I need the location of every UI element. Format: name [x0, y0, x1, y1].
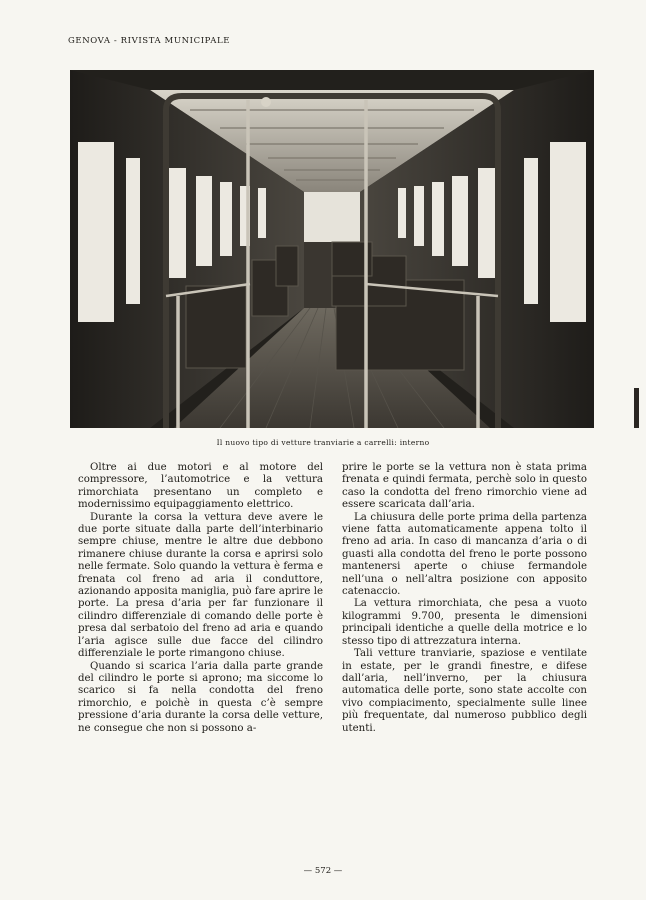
- paragraph: La vettura rimorchiata, che pesa a vuoto kilogrammi 9.700, presenta le dimensioni principali identiche a quelle della motrice e lo stesso tipo di attrezzatura interna.: [342, 598, 587, 647]
- paragraph-continuation: prire le porte se la vettura non è stata prima frenata e quindi fermata, perchè solo in questo caso la condotta del freno rimorchio viene ad essere scaricata dall’aria.: [342, 462, 587, 511]
- paragraph: Durante la corsa la vettura deve avere le due porte situate dalla parte dell’interbinario sempre chiuse, mentre le altre due debbono rimanere chiuse durante la corsa e aprirsi solo nelle fermate. Solo quando la vettura è ferma e frenata col freno ad aria il conduttore, azionando apposita maniglia, può fare aprire le porte. La presa d’aria per far funzionare il cilindro differenziale di comando delle porte è presa dal serbatoio del freno ad aria e quando l’aria agisce sulle due facce del cilindro differenziale le porte rimangono chiuse.: [78, 511, 323, 660]
- binding-edge-mark: [634, 388, 639, 428]
- page-number: — 572 —: [303, 866, 343, 876]
- running-header: GENOVA - RIVISTA MUNICIPALE: [68, 36, 230, 46]
- text-column-left: [78, 462, 323, 735]
- paragraph: Oltre ai due motori e al motore del compressore, l’automotrice e la vettura rimorchiata presentano un completo e modernissimo equipaggiamento elettrico.: [78, 462, 323, 511]
- paragraph: Tali vetture tranviarie, spaziose e ventilate in estate, per le grandi finestre, e difese dall’aria, nell’inverno, per la chiusura automatica delle porte, sono state accolte con vivo compiacimento, specialmente sulle linee più frequentate, dal numeroso pubblico degli utenti.: [342, 648, 587, 734]
- tram-interior-photo-icon: [70, 70, 594, 428]
- paragraph: Quando si scarica l’aria dalla parte grande del cilindro le porte si aprono; ma siccome lo scarico si fa nella condotta del freno rimorchio, e poichè in questa c’è sempre pressione d’aria durante la corsa delle vetture, ne consegue che non si possono a-: [78, 660, 323, 734]
- paragraph: La chiusura delle porte prima della partenza viene fatta automaticamente appena tolto il freno ad aria. In caso di mancanza d’aria o di guasti alla condotta del freno le porte possono mantenersi aperte o chiuse fermandole nell’una o nell’altra posizione con apposito catenaccio.: [342, 511, 587, 598]
- figure-caption: Il nuovo tipo di vetture tranviarie a carrelli: interno: [216, 438, 430, 447]
- text-column-right: [342, 462, 587, 735]
- tram-interior-photo: [70, 70, 594, 428]
